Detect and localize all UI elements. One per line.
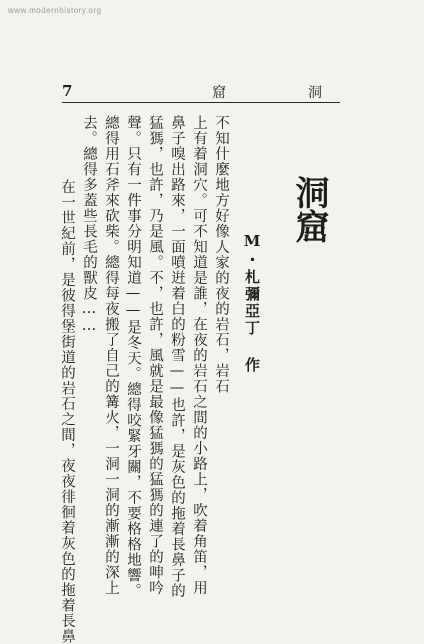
text-column: 聲。只有一件事分明知道——是冬天。總得咬緊牙關，不要格格地響。 xyxy=(125,115,141,599)
page-number: 7 xyxy=(62,82,73,100)
text-column: 上有着洞穴。可不知道是誰，在夜的岩石之間的小路上，吹着角笛，用 xyxy=(191,115,207,596)
article-title: 洞窟 xyxy=(289,175,329,243)
text-column: 猛獁，也許，乃是風。不，也許，風就是最像猛獁的猛獁的連了的呻吟 xyxy=(147,115,163,596)
text-column: 鼻子嗅出路來，一面噴逬着白的粉雪——也許，是灰色的拖着長鼻子的 xyxy=(169,115,185,599)
text-column: 不知什麼地方好像人家的夜的岩石，岩石 xyxy=(213,115,229,394)
running-header xyxy=(62,82,340,103)
watermark: www.modernhistory.org xyxy=(8,6,102,15)
text-column: 去。總得多蓋些長毛的獸皮…… xyxy=(81,115,97,335)
running-title-part2: 洞 xyxy=(308,85,322,101)
article-body xyxy=(59,115,232,644)
text-column: 總得用石斧來砍柴。總得每夜搬了自己的篝火，一洞一洞的漸漸的深上 xyxy=(103,115,119,596)
article-author: M・札彌亞丁 作 xyxy=(243,232,261,374)
running-title-part1: 窟 xyxy=(212,85,226,101)
text-column: 在一世紀前，是彼得堡街道的岩石之間，夜夜徘徊着灰色的拖着長鼻 xyxy=(59,179,75,644)
